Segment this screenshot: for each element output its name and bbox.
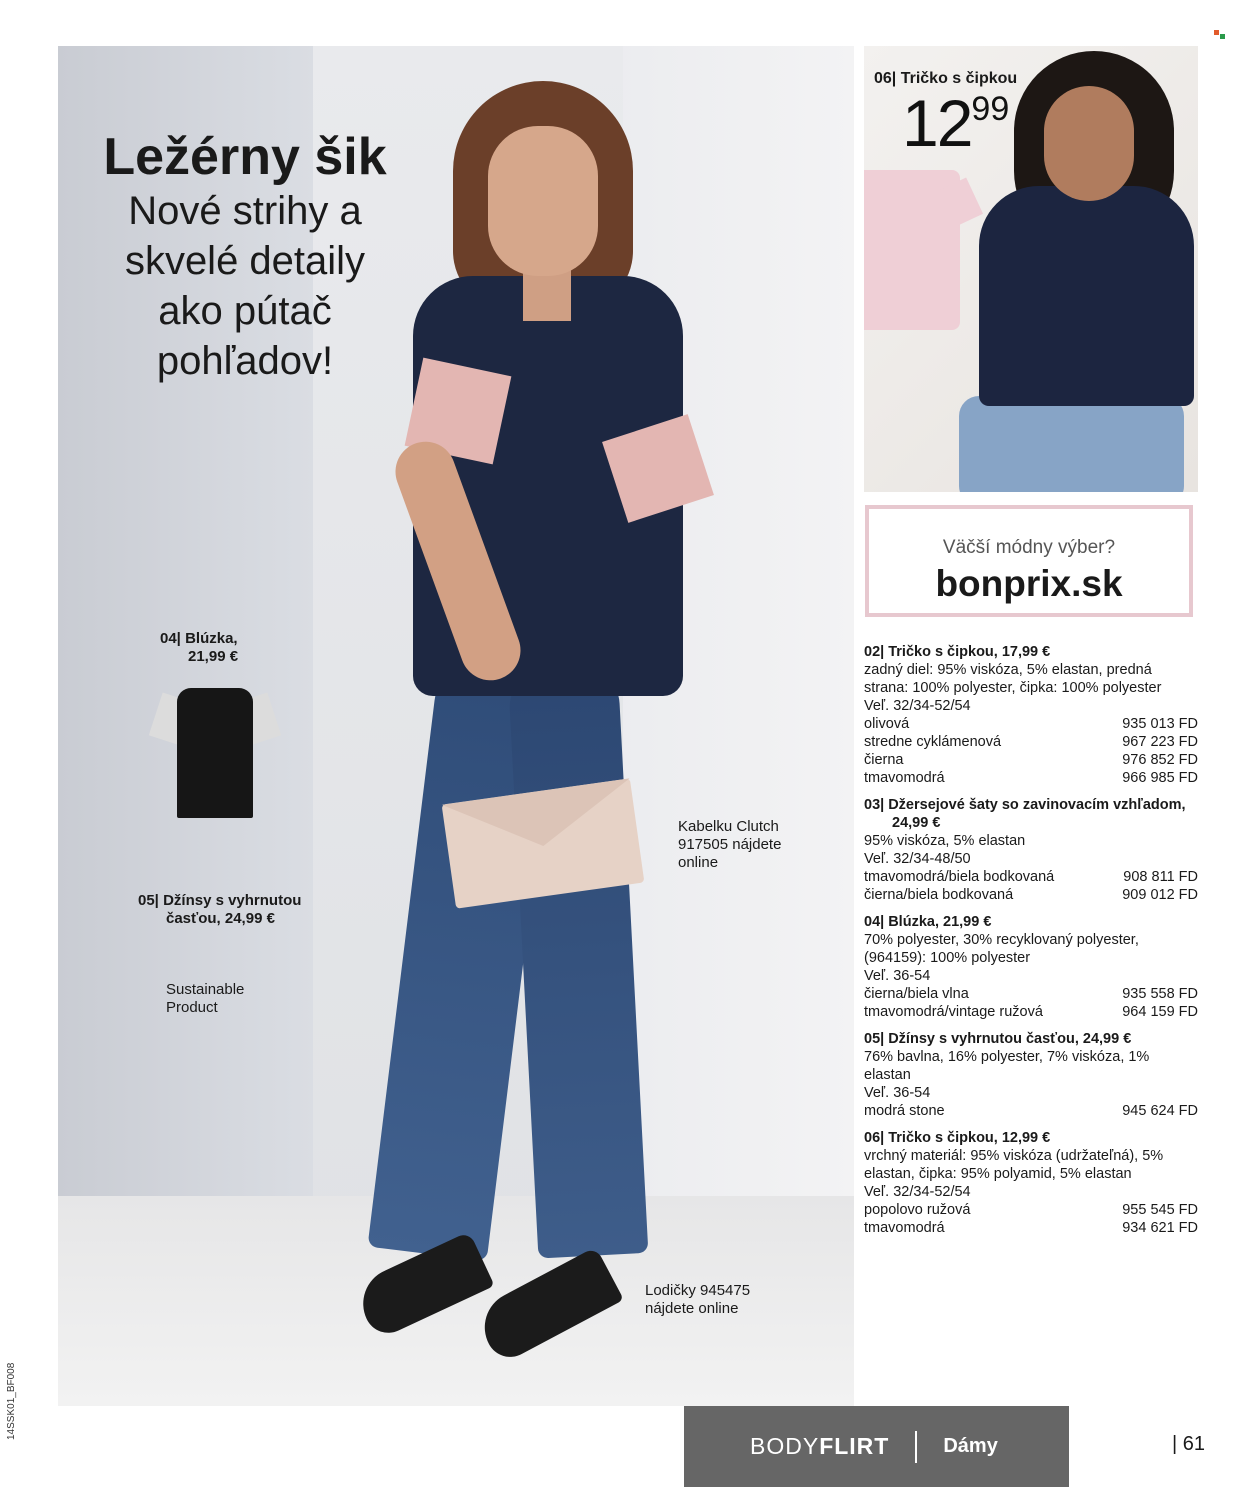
variant-color: stredne cyklámenová: [864, 734, 1002, 750]
sustainable-note: [166, 981, 244, 1017]
note-line: Sustainable: [166, 981, 245, 998]
product-description: (964159): 100% polyester: [864, 950, 1031, 966]
product-title: 04| Blúzka, 21,99 €: [864, 914, 992, 930]
variant-color: olivová: [864, 716, 910, 732]
brand-light: BODY: [750, 1433, 820, 1459]
variant-code: 964 159 FD: [1122, 1004, 1198, 1020]
variant-code: 967 223 FD: [1122, 734, 1198, 750]
headline-line: pohľadov!: [156, 339, 334, 383]
blouse-product-image: [155, 678, 275, 818]
variant-row: [864, 1003, 1198, 1021]
note-line: Product: [166, 999, 218, 1016]
product-description: Veľ. 36-54: [864, 1085, 931, 1101]
product-title: 02| Tričko s čipkou, 17,99 €: [864, 644, 1051, 660]
product-description: Veľ. 32/34-52/54: [864, 1184, 971, 1200]
shoes-note: [645, 1282, 750, 1318]
blouse-callout: [160, 630, 238, 666]
side-code: 14SSK01_BF008: [6, 1362, 17, 1440]
price-cents: 99: [971, 90, 1010, 128]
variant-row: [864, 733, 1198, 751]
corner-logo-icon: [1214, 30, 1226, 40]
promo-box[interactable]: [865, 505, 1193, 617]
price-main: 12: [902, 86, 972, 160]
callout-text: Džínsy s vyhrnutou: [163, 892, 302, 909]
product-entry: [864, 796, 1198, 904]
variant-code: 935 558 FD: [1122, 986, 1198, 1002]
product-entry: [864, 913, 1198, 1021]
product-description: Veľ. 36-54: [864, 968, 931, 984]
jeans-callout: [138, 892, 301, 928]
promo-site-link[interactable]: bonprix.sk: [935, 563, 1123, 604]
note-line: nájdete online: [645, 1300, 739, 1317]
headline-line: ako pútač: [158, 289, 332, 333]
variant-row: [864, 868, 1198, 886]
footer-category: Dámy: [943, 1435, 998, 1457]
variant-code: 935 013 FD: [1122, 716, 1198, 732]
headline-line: Nové strihy a: [128, 189, 362, 233]
variant-color: čierna/biela bodkovaná: [864, 887, 1014, 903]
product-entry: [864, 643, 1198, 787]
product-description: Veľ. 32/34-52/54: [864, 698, 971, 714]
product-title: 06| Tričko s čipkou, 12,99 €: [864, 1130, 1051, 1146]
product-description: strana: 100% polyester, čipka: 100% polyester: [864, 680, 1162, 696]
product-description: elastan, čipka: 95% polyamid, 5% elastan: [864, 1166, 1132, 1182]
variant-color: tmavomodrá: [864, 770, 945, 786]
product-description: Veľ. 32/34-48/50: [864, 851, 971, 867]
headline-line: skvelé detaily: [124, 239, 366, 283]
pink-tee-image: [864, 170, 960, 330]
product-list: [864, 643, 1198, 1246]
callout-price: časťou, 24,99 €: [166, 910, 275, 927]
note-line: 917505 nájdete: [678, 836, 782, 853]
variant-row: [864, 1102, 1198, 1120]
variant-code: 909 012 FD: [1122, 887, 1198, 903]
variant-color: tmavomodrá/vintage ružová: [864, 1004, 1043, 1020]
headline: [95, 128, 395, 386]
variant-code: 908 811 FD: [1123, 869, 1198, 885]
note-line: Lodičky 945475: [645, 1282, 751, 1299]
product-entry: [864, 1129, 1198, 1237]
variant-color: tmavomodrá: [864, 1220, 945, 1236]
variant-code: 945 624 FD: [1122, 1103, 1198, 1119]
product-entry: [864, 1030, 1198, 1120]
variant-code: 976 852 FD: [1122, 752, 1198, 768]
variant-code: 955 545 FD: [1122, 1202, 1198, 1218]
brand-logo: [750, 1433, 889, 1460]
variant-row: [864, 1201, 1198, 1219]
note-line: online: [678, 854, 719, 871]
promo-question: Väčší módny výber?: [942, 537, 1116, 558]
callout-text: Blúzka,: [185, 630, 238, 647]
variant-color: čierna: [864, 752, 904, 768]
variant-color: popolovo ružová: [864, 1202, 971, 1218]
variant-color: čierna/biela vlna: [864, 986, 969, 1002]
variant-row: [864, 985, 1198, 1003]
featured-tag: 06| Tričko s čipkou: [874, 70, 1018, 87]
product-description: elastan: [864, 1067, 911, 1083]
product-description: 70% polyester, 30% recyklovaný polyester,: [864, 932, 1139, 948]
variant-row: [864, 715, 1198, 733]
variant-row: [864, 769, 1198, 787]
variant-code: 934 621 FD: [1122, 1220, 1198, 1236]
footer-bar: [684, 1406, 1069, 1487]
headline-title: Ležérny šik: [103, 128, 387, 186]
product-description: 76% bavlna, 16% polyester, 7% viskóza, 1%: [864, 1049, 1150, 1065]
variant-color: tmavomodrá/biela bodkovaná: [864, 869, 1055, 885]
variant-row: [864, 886, 1198, 904]
page-number: | 61: [1172, 1433, 1205, 1455]
product-title: 05| Džínsy s vyhrnutou časťou, 24,99 €: [864, 1031, 1132, 1047]
product-description: 95% viskóza, 5% elastan: [864, 833, 1026, 849]
variant-code: 966 985 FD: [1122, 770, 1198, 786]
note-line: Kabelku Clutch: [678, 818, 779, 835]
brand-bold: FLIRT: [819, 1433, 890, 1459]
callout-number: 04|: [160, 630, 181, 647]
variant-row: [864, 1219, 1198, 1237]
callout-number: 05|: [138, 892, 159, 909]
product-title: 03| Džersejové šaty so zavinovacím vzhľadom,: [864, 797, 1186, 813]
variant-color: modrá stone: [864, 1103, 945, 1119]
featured-price: [902, 86, 1010, 160]
callout-price: 21,99 €: [188, 648, 239, 665]
clutch-note: [678, 818, 781, 872]
product-title-price: 24,99 €: [892, 815, 941, 831]
product-description: zadný diel: 95% viskóza, 5% elastan, predná: [864, 662, 1152, 678]
variant-row: [864, 751, 1198, 769]
product-description: vrchný materiál: 95% viskóza (udržateľná), 5%: [864, 1148, 1164, 1164]
footer-divider: [915, 1431, 917, 1463]
